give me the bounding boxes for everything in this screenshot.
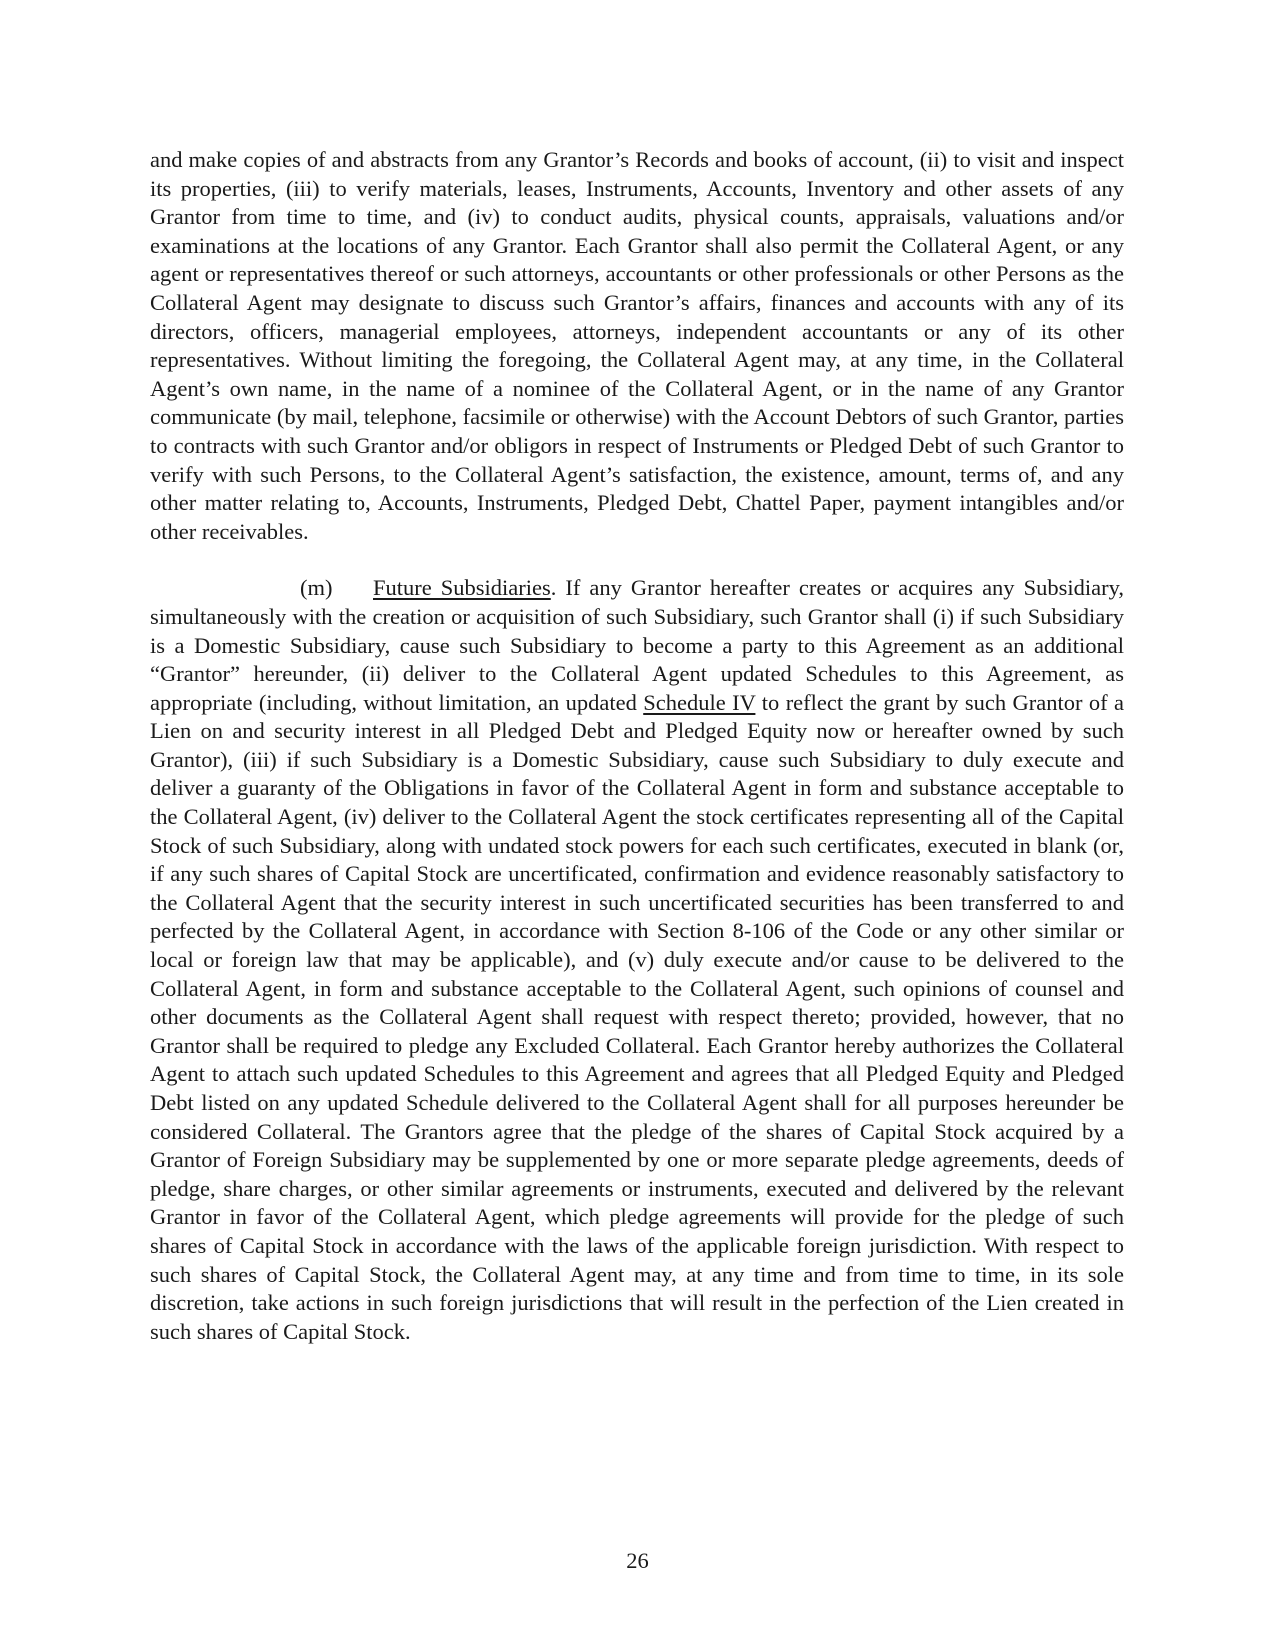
schedule-reference: Schedule IV bbox=[643, 689, 756, 715]
paragraph-inspection-rights: and make copies of and abstracts from any Grantor’s Records and books of account, (ii) to visit and inspect its properties, (iii) to verify materials, leases, Instruments, Accounts, Inventory and other assets of any Grantor from time to time, and (iv) to conduct audits, physical counts, appraisals, valuations and/or examinations at the locations of any Grantor. Each Grantor shall also permit the Collateral Agent, or any agent or representatives thereof or such attorneys, accountants or other professionals or other Persons as the Collateral Agent may designate to discuss such Grantor’s affairs, finances and accounts with any of its directors, officers, managerial employees, attorneys, independent accountants or any of its other representatives. Without limiting the foregoing, the Collateral Agent may, at any time, in the Collateral Agent’s own name, in the name of a nominee of the Collateral Agent, or in the name of any Grantor communicate (by mail, telephone, facsimile or otherwise) with the Account Debtors of such Grantor, parties to contracts with such Grantor and/or obligors in respect of Instruments or Pledged Debt of such Grantor to verify with such Persons, to the Collateral Agent’s satisfaction, the existence, amount, terms of, and any other matter relating to, Accounts, Instruments, Pledged Debt, Chattel Paper, payment intangibles and/or other receivables. bbox=[150, 147, 1124, 544]
document-body bbox=[150, 146, 1124, 1346]
section-heading-punctuation: . bbox=[550, 575, 557, 601]
section-label: (m) bbox=[300, 575, 333, 601]
section-heading: Future Subsidiaries bbox=[373, 575, 551, 601]
paragraph-text-part-2: to reflect the grant by such Grantor of a Lien on and security interest in all Pledged Debt and Pledged Equity now or hereafter owned by such Grantor), (iii) if such Subsidiary is a Domestic Subsidiary, cause such Subsidiary to duly execute and deliver a guaranty of the Obligations in favor of the Collateral Agent in form and substance acceptable to the Collateral Agent, (iv) deliver to the Collateral Agent the stock certificates representing all of the Capital Stock of such Subsidiary, along with undated stock powers for each such certificates, executed in blank (or, if any such shares of Capital Stock are uncertificated, confirmation and evidence reasonably satisfactory to the Collateral Agent that the security interest in such uncertificated securities has been transferred to and perfected by the Collateral Agent, in accordance with Section 8-106 of the Code or any other similar or local or foreign law that may be applicable), and (v) duly execute and/or cause to be delivered to the Collateral Agent, in form and substance acceptable to the Collateral Agent, such opinions of counsel and other documents as the Collateral Agent shall request with respect thereto; provided, however, that no Grantor shall be required to pledge any Excluded Collateral. Each Grantor hereby authorizes the Collateral Agent to attach such updated Schedules to this Agreement and agrees that all Pledged Equity and Pledged Debt listed on any updated Schedule delivered to the Collateral Agent shall for all purposes hereunder be considered Collateral. The Grantors agree that the pledge of the shares of Capital Stock acquired by a Grantor of Foreign Subsidiary may be supplemented by one or more separate pledge agreements, deeds of pledge, share charges, or other similar agreements or instruments, executed and delivered by the relevant Grantor in favor of the Collateral Agent, which pledge agreements will provide for the pledge of such shares of Capital Stock in accordance with the laws of the applicable foreign jurisdiction. With respect to such shares of Capital Stock, the Collateral Agent may, at any time and from time to time, in its sole discretion, take actions in such foreign jurisdictions that will result in the perfection of the Lien created in such shares of Capital Stock. bbox=[150, 689, 1125, 1344]
page-number: 26 bbox=[626, 1548, 649, 1573]
paragraph-future-subsidiaries bbox=[150, 574, 1124, 1346]
paragraph-text-part-1: If any Grantor hereafter creates or acquires any Subsidiary, simultaneously with the creation or acquisition of such Subsidiary, such Grantor shall (i) if such Subsidiary is a Domestic Subsidiary, cause such Subsidiary to become a party to this Agreement as an additional “Grantor” hereunder, (ii) deliver to the Collateral Agent updated Schedules to this Agreement, as appropriate (including, without limitation, an updated bbox=[150, 575, 1124, 715]
